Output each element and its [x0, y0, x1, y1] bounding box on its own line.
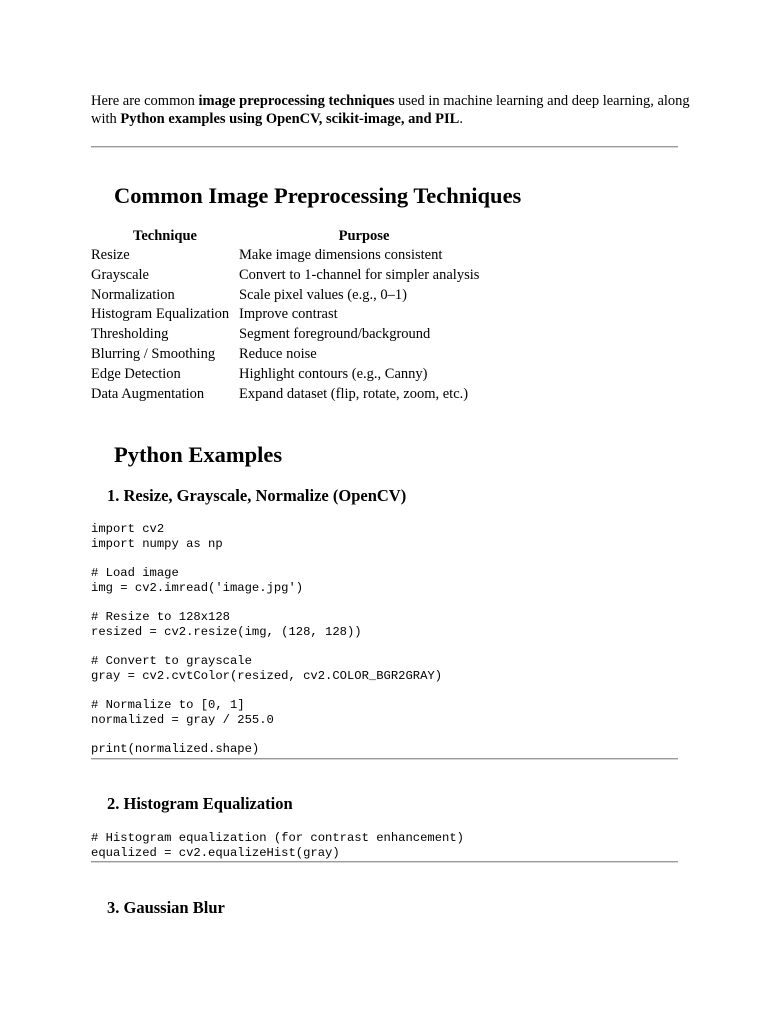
- table-row: [91, 385, 489, 405]
- table-row: [91, 325, 489, 345]
- table-row: [91, 286, 489, 306]
- table-cell-purpose: Highlight contours (e.g., Canny): [239, 365, 428, 382]
- table-cell-purpose: Improve contrast: [239, 306, 338, 323]
- table-row: [91, 266, 489, 286]
- section-title-techniques: Common Image Preprocessing Techniques: [114, 183, 522, 208]
- table-cell-technique: Resize: [91, 247, 130, 263]
- code-block-2-divider: [91, 861, 678, 863]
- table-cell-technique: Thresholding: [91, 326, 169, 343]
- table-row: [91, 305, 489, 325]
- intro-paragraph: [91, 93, 691, 128]
- table-cell-technique: Normalization: [91, 286, 175, 303]
- table-cell-technique: Histogram Equalization: [91, 306, 230, 323]
- intro-text-1: Here are common: [91, 93, 199, 109]
- section-title-python-examples: Python Examples: [114, 442, 283, 467]
- code-block-1-divider: [91, 758, 678, 760]
- example-heading-1: 1. Resize, Grayscale, Normalize (OpenCV): [107, 486, 407, 505]
- table-cell-technique: Edge Detection: [91, 365, 181, 382]
- table-cell-purpose: Convert to 1-channel for simpler analysis: [239, 266, 480, 283]
- table-header-row: [91, 226, 489, 246]
- intro-text-3: .: [459, 110, 463, 127]
- table-cell-technique: Grayscale: [91, 266, 149, 283]
- intro-bold-2: Python examples using OpenCV, scikit-image, and PIL: [120, 110, 460, 127]
- table-cell-technique: Data Augmentation: [91, 385, 205, 402]
- techniques-table: [91, 226, 489, 404]
- table-cell-technique: Blurring / Smoothing: [91, 345, 216, 362]
- table-row: [91, 365, 489, 385]
- table-cell-purpose: Segment foreground/background: [239, 326, 431, 343]
- divider: [91, 146, 678, 148]
- table-header-technique: Technique: [133, 228, 197, 244]
- intro-bold-1: image preprocessing techniques: [198, 93, 395, 109]
- table-cell-purpose: Expand dataset (flip, rotate, zoom, etc.): [239, 385, 469, 402]
- table-cell-purpose: Make image dimensions consistent: [239, 247, 443, 263]
- intro-text-2: used in machine learning and deep learning, along with: [91, 93, 690, 127]
- code-block-1: import cv2 import numpy as np # Load image img = cv2.imread('image.jpg') # Resize to 128x128 resized = cv2.resize(img, (128, 128)) # Convert to grayscale gray = cv2.cvtColor(resized, cv2.COLOR_BGR2GRAY) # Normalize to [0, 1] normalized = gray / 255.0 print(normalized.shape): [91, 522, 443, 756]
- table-cell-purpose: Scale pixel values (e.g., 0–1): [239, 286, 407, 303]
- table-row: [91, 246, 489, 266]
- table-cell-purpose: Reduce noise: [239, 345, 317, 362]
- table-header-purpose: Purpose: [338, 228, 390, 244]
- code-block-2: # Histogram equalization (for contrast enhancement) equalized = cv2.equalizeHist(gray): [91, 831, 464, 860]
- table-row: [91, 345, 489, 365]
- example-heading-3: 3. Gaussian Blur: [107, 898, 225, 917]
- example-heading-2: 2. Histogram Equalization: [107, 794, 293, 813]
